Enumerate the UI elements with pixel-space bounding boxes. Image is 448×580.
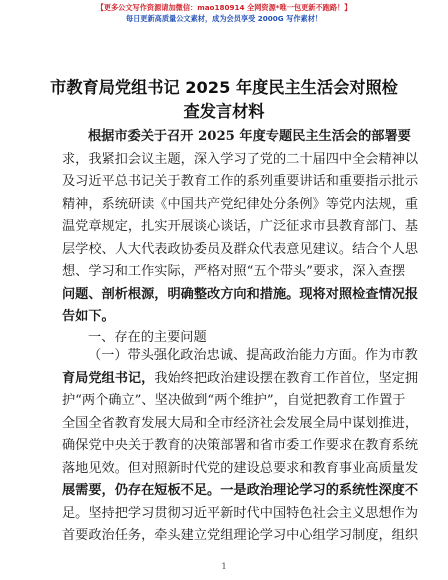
page-number: 1	[221, 562, 227, 571]
paragraph-line: 问题、剖析根源，明确整改方向和措施。现将对照检查情况报	[62, 286, 419, 302]
paragraph-line: 求，我紧扣会议主题，深入学习了党的二十届四中全会精神以	[62, 151, 419, 167]
paragraph-line: 根据市委关于召开 2025 年度专题民主生活会的部署要	[88, 129, 411, 144]
document-title-line-1: 市教育局党组书记 2025 年度民主生活会对照检	[50, 78, 398, 97]
paragraph-line: 确保党中央关于教育的决策部署和省市委工作要求在教育系统	[62, 438, 419, 453]
promo-banner-line-2: 每日更新高质量公文素材，成为会员享受 2000G 写作素材！	[125, 14, 323, 23]
document-title-line-2: 查发言材料	[183, 102, 265, 121]
problem-paragraph	[62, 345, 419, 548]
paragraph-line: （一）带头强化政治忠诚、提高政治能力方面。作为市教	[88, 348, 418, 363]
paragraph-line	[62, 480, 419, 503]
paragraph-line: 告如下。	[62, 309, 115, 324]
paragraph-line: 精神，系统研读《中国共产党纪律处分条例》等党内法规，重	[62, 196, 419, 212]
document-title	[40, 76, 408, 124]
paragraph-line: 层学校、人大代表政协委员及群众代表意见建议。结合个人思	[62, 241, 419, 257]
section-heading: 一、存在的主要问题	[88, 330, 207, 345]
emphasis-text: 育局党组书记，	[62, 370, 155, 386]
paragraph-line: 首要政治任务，牵头建立党组理论学习中心组学习制度，组织	[62, 528, 419, 543]
paragraph-line: 全国全省教育发展大局和全市经济社会发展全局中谋划推进，	[62, 415, 419, 431]
paragraph-line: 温党章规定，扎实开展谈心谈话，广泛征求市县教育部门、基	[62, 219, 419, 234]
paragraph-line: 落地见效。但对照新时代党的建设总要求和教育事业高质量发	[62, 460, 419, 476]
emphasis-text: 展需要，	[62, 483, 115, 498]
promo-banner	[0, 2, 448, 24]
paragraph-line: 足。坚持把学习贯彻习近平新时代中国特色社会主义思想作为	[62, 505, 419, 521]
promo-banner-line-1: 【更多公文写作资源请加微信：mao180914 全网资源*唯一包更新不跑路！】	[96, 3, 352, 12]
emphasis-text: 仍存在短板不足。一是政治理论学习的系统性深度不	[114, 483, 419, 498]
paragraph-line	[62, 368, 419, 391]
intro-paragraph	[62, 126, 419, 329]
paragraph-line: 及习近平总书记关于教育工作的系列重要讲话和重要指示批示	[62, 174, 419, 189]
paragraph-line: 想、学习和工作实际，严格对照“五个带头”要求，深入查摆	[62, 264, 406, 279]
paragraph-line: 护“两个确立”、坚决做到“两个维护”，自觉把教育工作置于	[62, 393, 406, 408]
paragraph-text: 我始终把政治建设摆在教育工作首位，坚定拥	[154, 370, 419, 386]
